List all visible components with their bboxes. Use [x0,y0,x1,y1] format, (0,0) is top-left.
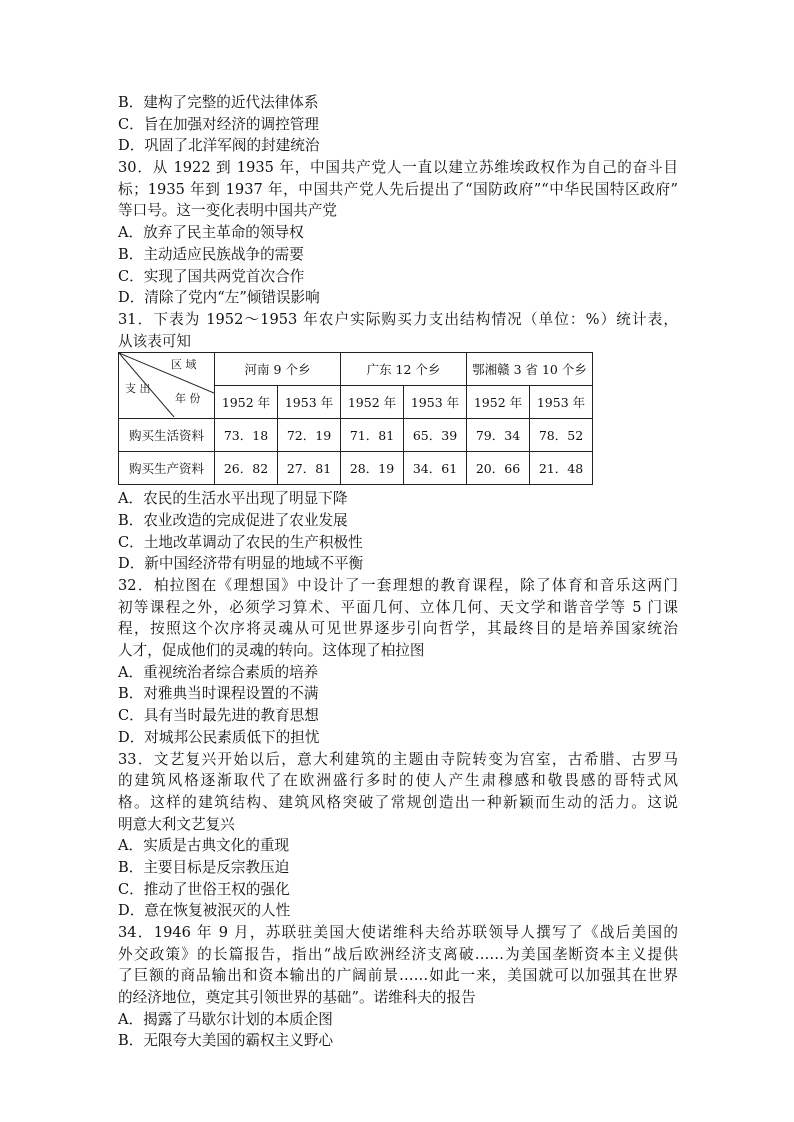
year-header: 1953 年 [278,386,341,419]
q33-stem-line: 33．文艺复兴开始以后，意大利建筑的主题由寺院转变为宫室，古希腊、古罗马 [118,750,678,768]
row-label: 购买生产资料 [119,452,215,485]
table-cell: 20．66 [467,452,530,485]
q30-option-b[interactable]: B．主动适应民族战争的需要 [118,245,304,263]
q32-stem-line: 程，按照这个次序将灵魂从可见世界逐步引向哲学，其最终目的是培养国家统治 [118,620,678,638]
q34-stem-line: 34．1946 年 9 月，苏联驻美国大使诺维科夫给苏联领导人撰写了《战后美国的 [118,924,678,941]
q33-stem-line: 明意大利文艺复兴 [118,815,235,833]
q31-option-b[interactable]: B．农业改造的完成促进了农业发展 [118,511,348,529]
q32-stem-line: 初等课程之外，必须学习算术、平面几何、立体几何、天文学和谐音学等 5 门课 [118,598,678,616]
q29-option-d[interactable]: D．巩固了北洋军阀的封建统治 [118,137,320,155]
table-row [119,419,593,452]
q32-option-c[interactable]: C．具有当时最先进的教育思想 [118,707,319,725]
table-cell: 72．19 [278,419,341,452]
q30-option-c[interactable]: C．实现了国共两党首次合作 [118,267,305,285]
q32-option-b[interactable]: B．对雅典当时课程设置的不满 [118,685,319,703]
q33-stem-line: 的建筑风格逐渐取代了在欧洲盛行多时的使人产生肃穆感和敬畏感的哥特式风 [118,772,678,790]
table-cell: 26．82 [215,452,278,485]
year-header: 1953 年 [404,386,467,419]
q30-option-d[interactable]: D．清除了党内“左”倾错误影响 [118,289,320,307]
table-cell: 79．34 [467,419,530,452]
question-32 [118,575,678,749]
corner-label-year: 年 份 [175,392,201,406]
exam-page [118,92,678,1052]
q29-options [118,92,678,157]
year-header: 1952 年 [341,386,404,419]
table-row [119,452,593,485]
question-34 [118,922,678,1052]
q34-stem-line: 外交政策》的长篇报告，指出“战后欧洲经济支离破……为美国垄断资本主义提供 [118,945,678,963]
table-cell: 78．52 [530,419,593,452]
table-cell: 27．81 [278,452,341,485]
q33-option-b[interactable]: B．主要目标是反宗教压迫 [118,858,290,876]
q30-stem-line: 30．从 1922 到 1935 年，中国共产党人一直以建立苏维埃政权作为自己的奋斗目 [118,159,678,177]
q32-stem-line: 32．柏拉图在《理想国》中设计了一套理想的教育课程，除了体育和音乐这两门 [118,577,678,594]
region-header: 鄂湘赣 3 省 10 个乡 [467,353,593,386]
q31-stats-table [118,352,593,485]
q31-option-a[interactable]: A．农民的生活水平出现了明显下降 [118,490,348,508]
q34-option-a[interactable]: A．揭露了马歇尔计划的本质企图 [118,1010,333,1028]
q30-option-a[interactable]: A．放弃了民主革命的领导权 [118,224,304,242]
table-cell: 71．81 [341,419,404,452]
q31-option-c[interactable]: C．土地改革调动了农民的生产积极性 [118,533,363,551]
q32-option-a[interactable]: A．重视统治者综合素质的培养 [118,663,319,681]
year-header: 1952 年 [215,386,278,419]
q33-option-a[interactable]: A．实质是古典文化的重现 [118,837,290,855]
q31-option-d[interactable]: D．新中国经济带有明显的地域不平衡 [118,555,364,573]
region-header: 河南 9 个乡 [215,353,341,386]
q32-option-d[interactable]: D．对城邦公民素质低下的担忧 [118,728,320,746]
q34-stem-line: 的经济地位，奠定其引领世界的基础”。诺维科夫的报告 [118,989,476,1007]
table-cell: 28．19 [341,452,404,485]
table-cell: 34．61 [404,452,467,485]
corner-label-expense: 支 出 [125,382,151,396]
q29-option-b[interactable]: B．建构了完整的近代法律体系 [118,94,319,111]
q31-stem-line: 31．下表为 1952～1953 年农户实际购买力支出结构情况（单位：%）统计表， [118,310,678,328]
table-cell: 21．48 [530,452,593,485]
year-header: 1952 年 [467,386,530,419]
region-header: 广东 12 个乡 [341,353,467,386]
year-header: 1953 年 [530,386,593,419]
table-cell: 73．18 [215,419,278,452]
q33-option-c[interactable]: C．推动了世俗王权的强化 [118,880,290,898]
q33-stem-line: 格。这样的建筑结构、建筑风格突破了常规创造出一种新颖而生动的活力。这说 [118,793,678,811]
table-cell: 65．39 [404,419,467,452]
q31-stem-line: 从该表可知 [118,332,191,350]
q30-stem-line: 标；1935 年到 1937 年，中国共产党人先后提出了“国防政府”“中华民国特区政府” [118,180,678,198]
question-30 [118,157,678,309]
table-corner-header [119,353,215,419]
q29-option-c[interactable]: C．旨在加强对经济的调控管理 [118,115,319,133]
q32-stem-line: 人才，促成他们的灵魂的转向。这体现了柏拉图 [118,642,425,660]
row-label: 购买生活资料 [119,419,215,452]
question-33 [118,749,678,923]
q30-stem-line: 等口号。这一变化表明中国共产党 [118,202,337,220]
q34-option-b[interactable]: B．无限夸大美国的霸权主义野心 [118,1032,334,1050]
corner-label-region: 区 域 [171,358,197,372]
question-31 [118,309,678,575]
q34-stem-line: 了巨额的商品输出和资本输出的广阔前景……如此一来，美国就可以加强其在世界 [118,967,678,985]
q33-option-d[interactable]: D．意在恢复被泯灭的人性 [118,902,291,920]
